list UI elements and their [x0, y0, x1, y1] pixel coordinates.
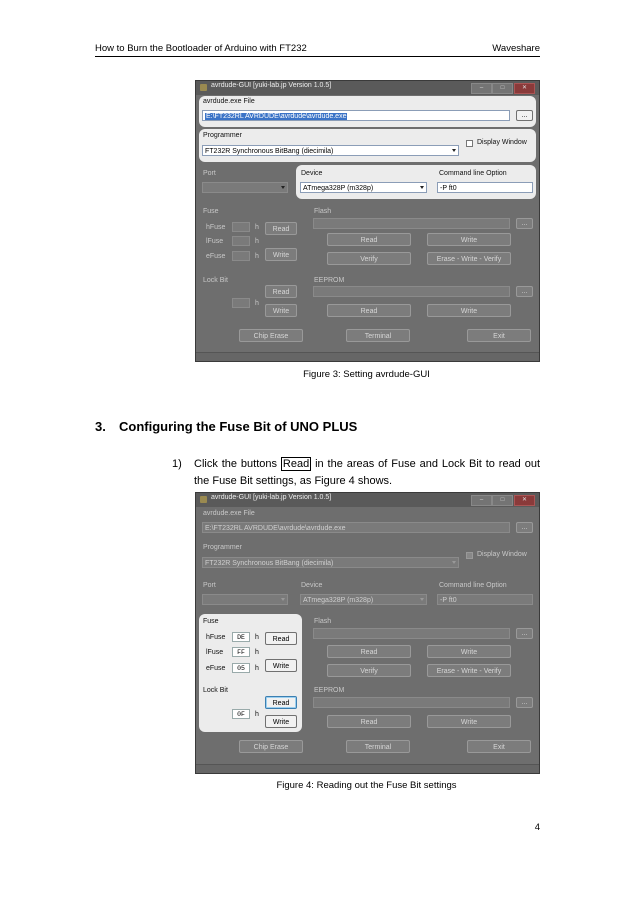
lfuse-h-label: h: [255, 238, 259, 245]
flash-write-button[interactable]: Write: [427, 645, 511, 658]
lockbit-label: Lock Bit: [203, 687, 228, 694]
display-window-label: Display Window: [477, 139, 527, 146]
eeprom-label: EEPROM: [314, 687, 345, 694]
efuse-input[interactable]: [232, 251, 250, 261]
display-window-checkbox[interactable]: [466, 140, 473, 147]
chevron-down-icon: [452, 149, 456, 152]
chip-erase-button[interactable]: Chip Erase: [239, 329, 303, 342]
lfuse-input[interactable]: [232, 236, 250, 246]
hfuse-h-label: h: [255, 634, 259, 641]
efuse-input[interactable]: 05: [232, 663, 250, 673]
flash-read-button[interactable]: Read: [327, 645, 411, 658]
hfuse-input[interactable]: [232, 222, 250, 232]
chevron-down-icon: [281, 186, 285, 189]
terminal-button[interactable]: Terminal: [346, 329, 410, 342]
close-button[interactable]: ✕: [514, 83, 535, 94]
fuse-read-button[interactable]: Read: [265, 222, 297, 235]
fuse-label: Fuse: [203, 618, 219, 625]
chevron-down-icon: [420, 598, 424, 601]
chip-erase-button[interactable]: Chip Erase: [239, 740, 303, 753]
eeprom-file-input[interactable]: [313, 286, 510, 297]
step-text: [194, 456, 540, 490]
programmer-value: FT232R Synchronous BitBang (diecimila): [205, 560, 334, 567]
eeprom-write-button[interactable]: Write: [427, 715, 511, 728]
flash-label: Flash: [314, 208, 332, 215]
minimize-button[interactable]: –: [471, 495, 492, 506]
section-title: Configuring the Fuse Bit of UNO PLUS: [119, 419, 358, 434]
programmer-select[interactable]: [202, 145, 459, 156]
flash-verify-button[interactable]: Verify: [327, 664, 411, 677]
read-highlight: Read: [282, 458, 310, 470]
figure3-screenshot: [195, 80, 540, 362]
programmer-label: Programmer: [203, 544, 242, 551]
exe-browse-button[interactable]: ...: [516, 522, 533, 533]
close-button[interactable]: ✕: [514, 495, 535, 506]
flash-browse-button[interactable]: ...: [516, 628, 533, 639]
programmer-label: Programmer: [203, 132, 242, 139]
efuse-h-label: h: [255, 253, 259, 260]
status-bar: [196, 352, 539, 361]
flash-write-button[interactable]: Write: [427, 233, 511, 246]
hfuse-input[interactable]: DE: [232, 632, 250, 642]
eeprom-read-button[interactable]: Read: [327, 304, 411, 317]
device-value: ATmega328P (m328p): [303, 597, 374, 604]
flash-file-input[interactable]: [313, 628, 510, 639]
port-select[interactable]: [202, 182, 288, 193]
device-label: Device: [301, 170, 323, 177]
device-label: Device: [301, 582, 323, 589]
efuse-label: eFuse: [206, 253, 226, 260]
lockbit-h-label: h: [255, 300, 259, 307]
hfuse-label: hFuse: [206, 224, 226, 231]
chevron-down-icon: [420, 186, 424, 189]
exe-file-label: avrdude.exe File: [203, 510, 255, 517]
flash-erase-write-verify-button[interactable]: Erase - Write - Verify: [427, 252, 511, 265]
programmer-select[interactable]: [202, 557, 459, 568]
maximize-button[interactable]: □: [492, 83, 513, 94]
eeprom-browse-button[interactable]: ...: [516, 286, 533, 297]
chevron-down-icon: [452, 561, 456, 564]
flash-browse-button[interactable]: ...: [516, 218, 533, 229]
figure3-caption: Figure 3: Setting avrdude-GUI: [303, 369, 430, 380]
lfuse-input[interactable]: FF: [232, 647, 250, 657]
fuse-write-button[interactable]: Write: [265, 659, 297, 672]
lockbit-h-label: h: [255, 711, 259, 718]
eeprom-file-input[interactable]: [313, 697, 510, 708]
app-icon: [200, 496, 207, 503]
lockbit-input[interactable]: 0F: [232, 709, 250, 719]
hfuse-label: hFuse: [206, 634, 226, 641]
hfuse-h-label: h: [255, 224, 259, 231]
cmd-option-input[interactable]: -P ft0: [437, 182, 533, 193]
fuse-read-button[interactable]: Read: [265, 632, 297, 645]
fuse-label: Fuse: [203, 208, 219, 215]
step-1: [172, 456, 540, 490]
chevron-down-icon: [281, 598, 285, 601]
fuse-write-button[interactable]: Write: [265, 248, 297, 261]
lockbit-write-button[interactable]: Write: [265, 304, 297, 317]
window-title: avrdude-GUI [yuki-lab.jp Version 1.0.5]: [211, 494, 332, 501]
eeprom-read-button[interactable]: Read: [327, 715, 411, 728]
minimize-button[interactable]: –: [471, 83, 492, 94]
page-number: 4: [534, 822, 540, 833]
maximize-button[interactable]: □: [492, 495, 513, 506]
lfuse-label: lFuse: [206, 238, 224, 245]
device-value: ATmega328P (m328p): [303, 185, 374, 192]
app-icon: [200, 84, 207, 91]
terminal-button[interactable]: Terminal: [346, 740, 410, 753]
port-label: Port: [203, 582, 216, 589]
exe-file-label: avrdude.exe File: [203, 98, 255, 105]
section-number: 3.: [95, 419, 106, 434]
eeprom-label: EEPROM: [314, 277, 345, 284]
exit-button[interactable]: Exit: [467, 740, 531, 753]
flash-file-input[interactable]: [313, 218, 510, 229]
header-title: How to Burn the Bootloader of Arduino with FT232: [95, 43, 307, 54]
exit-button[interactable]: Exit: [467, 329, 531, 342]
exe-path-input[interactable]: [202, 110, 510, 121]
figure4-screenshot: [195, 492, 540, 774]
step-text-after: in the areas of Fuse and Lock Bit to read out the Fuse Bit settings, as Figure 4 shows.: [194, 458, 540, 487]
exe-path-selected-text: E:\FT232RL AVRDUDE\avrdude\avrdude.exe: [206, 113, 347, 120]
exe-path-input[interactable]: E:\FT232RL AVRDUDE\avrdude\avrdude.exe: [202, 522, 510, 533]
lockbit-read-button[interactable]: Read: [265, 285, 297, 298]
eeprom-browse-button[interactable]: ...: [516, 697, 533, 708]
exe-browse-button[interactable]: ...: [516, 110, 533, 121]
flash-erase-write-verify-button[interactable]: Erase - Write - Verify: [427, 664, 511, 677]
display-window-checkbox[interactable]: [466, 552, 473, 559]
device-select[interactable]: [300, 594, 427, 605]
port-label: Port: [203, 170, 216, 177]
step-text-before: Click the buttons: [194, 458, 281, 470]
title-bar: [196, 81, 539, 95]
figure4-caption: Figure 4: Reading out the Fuse Bit settings: [276, 780, 457, 791]
cmd-option-label: Command line Option: [439, 170, 507, 177]
cmd-option-input[interactable]: -P ft0: [437, 594, 533, 605]
lfuse-label: lFuse: [206, 649, 224, 656]
efuse-label: eFuse: [206, 665, 226, 672]
lfuse-h-label: h: [255, 649, 259, 656]
section-heading: [95, 419, 357, 434]
lockbit-input[interactable]: [232, 298, 250, 308]
lockbit-label: Lock Bit: [203, 277, 228, 284]
flash-label: Flash: [314, 618, 332, 625]
port-select[interactable]: [202, 594, 288, 605]
step-number: 1): [172, 458, 182, 470]
lockbit-read-button[interactable]: Read: [265, 696, 297, 709]
flash-verify-button[interactable]: Verify: [327, 252, 411, 265]
flash-read-button[interactable]: Read: [327, 233, 411, 246]
efuse-h-label: h: [255, 665, 259, 672]
eeprom-write-button[interactable]: Write: [427, 304, 511, 317]
status-bar: [196, 764, 539, 773]
window-title: avrdude-GUI [yuki-lab.jp Version 1.0.5]: [211, 82, 332, 89]
header-rule: [95, 56, 540, 57]
header-brand: Waveshare: [492, 43, 540, 54]
cmd-option-label: Command line Option: [439, 582, 507, 589]
title-bar: [196, 493, 539, 507]
display-window-label: Display Window: [477, 551, 527, 558]
lockbit-write-button[interactable]: Write: [265, 715, 297, 728]
device-select[interactable]: [300, 182, 427, 193]
programmer-value: FT232R Synchronous BitBang (diecimila): [205, 148, 334, 155]
